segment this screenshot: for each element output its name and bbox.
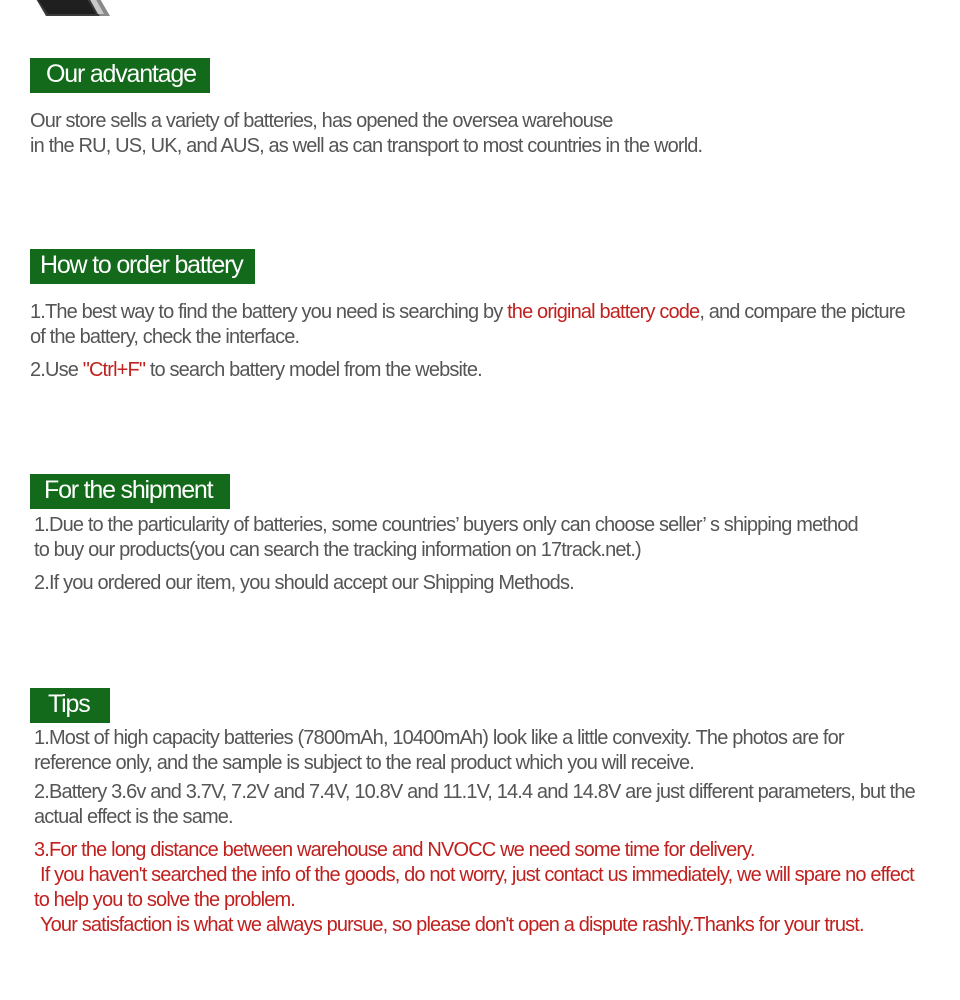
shipment-item-1-line-1: 1.Due to the particularity of batteries, some countries’ buyers only can choose seller’ s shipping method: [34, 514, 858, 536]
section-title: How to order battery: [40, 251, 243, 279]
tips-item-3-line-1: 3.For the long distance between warehouse and NVOCC we need some time for delivery.: [34, 839, 755, 861]
section-header-tips: [30, 688, 110, 723]
tips-item-3-line-3: Your satisfaction is what we always pursue, so please don't open a dispute rashly.Thanks for your trust.: [40, 914, 864, 936]
order-step-1: [30, 300, 920, 350]
tips-item-3-line-2: If you haven't searched the info of the goods, do not worry, just contact us immediately, we will spare no effect to help you to solve the problem.: [34, 864, 914, 911]
ctrl-f-highlight: "Ctrl+F": [82, 359, 146, 381]
section-title: Tips: [48, 690, 90, 718]
order-step-2-text-end: to search battery model from the website.: [145, 359, 482, 381]
battery-product-image: [26, 0, 116, 22]
order-step-2-text: 2.Use: [30, 359, 83, 381]
section-title: Our advantage: [46, 60, 196, 88]
advantage-text-line-2: in the RU, US, UK, and AUS, as well as can transport to most countries in the world.: [30, 135, 703, 157]
order-step-2: [30, 358, 482, 383]
original-battery-code-highlight: the original battery code: [507, 301, 700, 323]
tips-item-1: 1.Most of high capacity batteries (7800mAh, 10400mAh) look like a little convexity. The photos are for reference only, and the sample is subject to the real product which you will receive.: [34, 727, 844, 774]
section-header-how-to-order: [30, 249, 255, 284]
shipment-item-2: 2.If you ordered our item, you should accept our Shipping Methods.: [34, 572, 574, 594]
shipment-item-1-line-2: to buy our products(you can search the tracking information on 17track.net.): [34, 539, 641, 561]
advantage-text-line-1: Our store sells a variety of batteries, has opened the oversea warehouse: [30, 110, 613, 132]
tips-item-2: 2.Battery 3.6v and 3.7V, 7.2V and 7.4V, 10.8V and 11.1V, 14.4 and 14.8V are just different parameters, but the actual effect is the same.: [34, 781, 915, 828]
order-step-1-text: 1.The best way to find the battery you need is searching by: [30, 301, 508, 323]
section-title: For the shipment: [44, 476, 213, 504]
order-step-1-text-end: , and compare the picture of the battery, check the interface.: [30, 301, 905, 348]
section-header-our-advantage: [30, 58, 210, 93]
section-header-for-the-shipment: [30, 474, 230, 509]
